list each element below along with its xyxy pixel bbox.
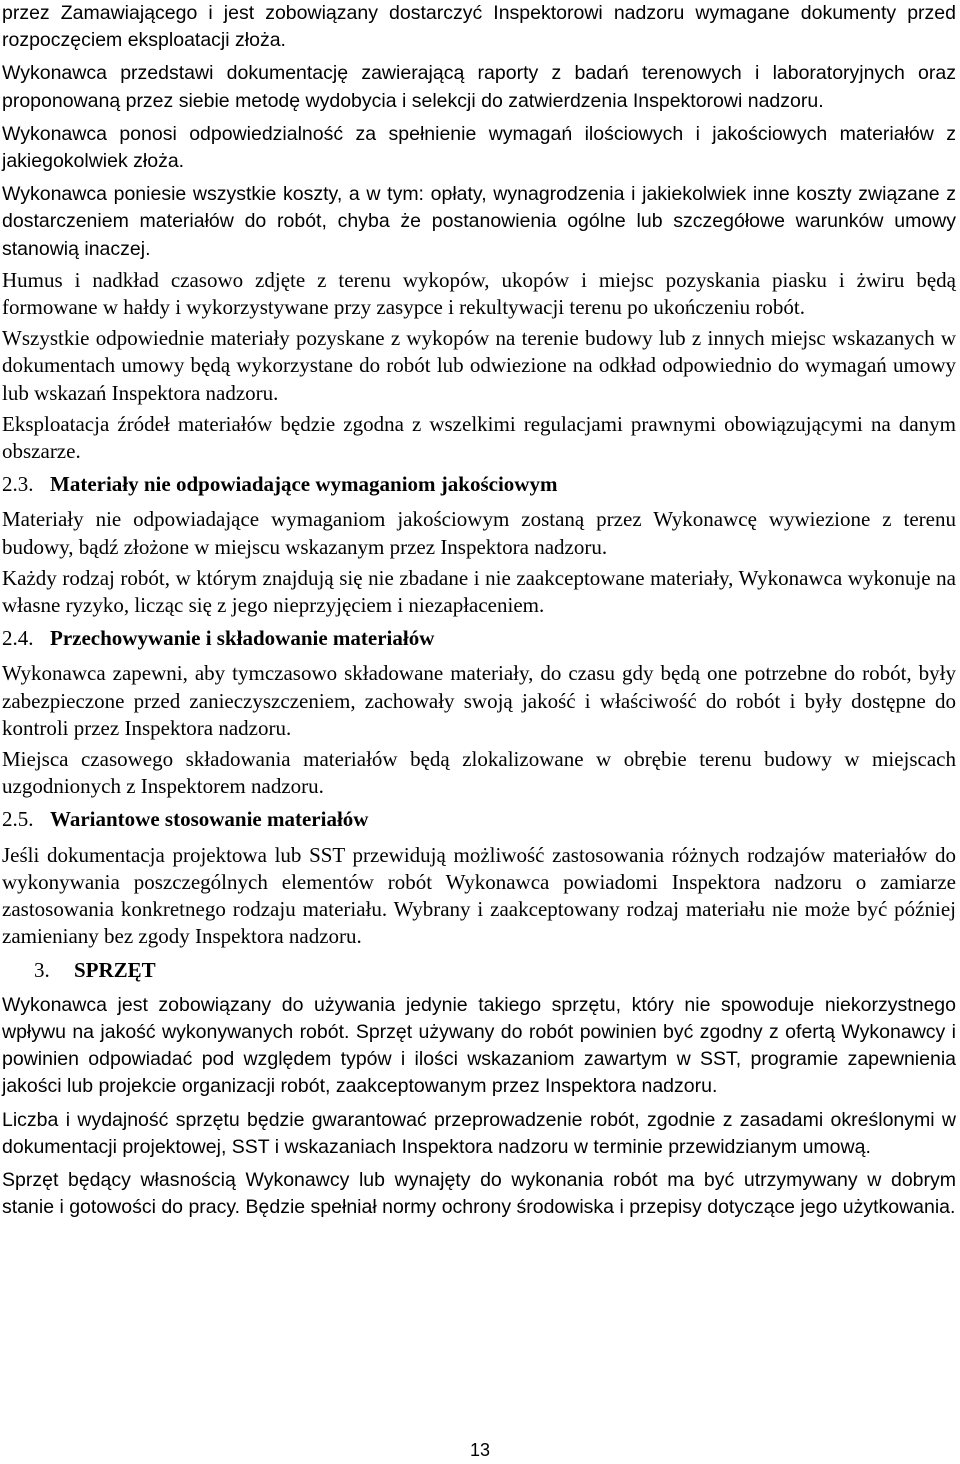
section-title: Przechowywanie i składowanie materiałów	[50, 626, 435, 651]
paragraph: Wykonawca przedstawi dokumentację zawierającą raporty z badań terenowych i laboratoryjnych oraz proponowaną przez siebie metodę wydobycia i selekcji do zatwierdzenia Inspektorowi nadzoru.	[2, 62, 956, 112]
paragraph: Wykonawca jest zobowiązany do używania jedynie takiego sprzętu, który nie spowoduje niekorzystnego wpływu na jakość wykonywanych robót. Sprzęt używany do robót powinien być zgodny z ofertą Wykonawcy i powinien odpowiadać pod względem typów i ilości wskazaniom zawartym w SST, programie zapewnienia jakości lub projekcie organizacji robót, zaakceptowanym przez Inspektora nadzoru.	[2, 993, 956, 1098]
section-heading-2-5	[2, 806, 956, 833]
section-number: 2.5.	[2, 807, 34, 832]
section-heading-3	[34, 957, 956, 984]
paragraph: Wszystkie odpowiednie materiały pozyskane z wykopów na terenie budowy lub z innych miejsc wskazanych w dokumentach umowy będą wykorzystane do robót lub odwiezione na odkład odpowiednio do wymagań umowy lub wskazań Inspektora nadzoru.	[2, 326, 956, 405]
section-number: 2.3.	[2, 472, 34, 497]
paragraph: Wykonawca ponosi odpowiedzialność za spełnienie wymagań ilościowych i jakościowych materiałów z jakiegokolwiek złoża.	[2, 122, 956, 173]
section-title: SPRZĘT	[74, 957, 156, 982]
paragraph: Sprzęt będący własnością Wykonawcy lub wynajęty do wykonania robót ma być utrzymywany w dobrym stanie i gotowości do pracy. Będzie spełniał normy ochrony środowiska i przepisy dotyczące jego użytkowania.	[2, 1168, 956, 1219]
paragraph: Każdy rodzaj robót, w którym znajdują się nie zbadane i nie zaakceptowane materiały, Wykonawca wykonuje na własne ryzyko, licząc się z jego nieprzyjęciem i niezapłaceniem.	[2, 565, 956, 618]
section-title: Materiały nie odpowiadające wymaganiom jakościowym	[50, 472, 558, 497]
paragraph: Wykonawca zapewni, aby tymczasowo składowane materiały, do czasu gdy będą one potrzebne do robót, były zabezpieczone przed zanieczyszczeniem, zachowały swoją jakość i właściwość do robót i były dostępne do kontroli przez Inspektora nadzoru.	[2, 661, 956, 740]
section-heading-2-4	[2, 625, 956, 652]
paragraph: Wykonawca poniesie wszystkie koszty, a w tym: opłaty, wynagrodzenia i jakiekolwiek inne koszty związane z dostarczeniem materiałów do robót, chyba że postanowienia ogólne lub szczegółowe warunków umowy stanowią inaczej.	[2, 183, 956, 260]
section-heading-2-3	[2, 471, 956, 498]
paragraph: Liczba i wydajność sprzętu będzie gwarantować przeprowadzenie robót, zgodnie z zasadami określonymi w dokumentacji projektowej, SST i wskazaniach Inspektora nadzoru w terminie przewidzianym umową.	[2, 1108, 956, 1158]
paragraph: przez Zamawiającego i jest zobowiązany dostarczyć Inspektorowi nadzoru wymagane dokumenty przed rozpoczęciem eksploatacji złoża.	[2, 2, 956, 52]
document-page	[2, 0, 956, 1221]
paragraph: Jeśli dokumentacja projektowa lub SST przewidują możliwość zastosowania różnych rodzajów materiałów do wykonywania poszczególnych elementów robót Wykonawca powiadomi Inspektora nadzoru o zamiarze zastosowania konkretnego rodzaju materiału. Wybrany i zaakceptowany rodzaj materiału nie może być później zamieniany bez zgody Inspektora nadzoru.	[2, 842, 956, 949]
section-number: 3.	[34, 957, 50, 982]
paragraph: Eksploatacja źródeł materiałów będzie zgodna z wszelkimi regulacjami prawnymi obowiązującymi na danym obszarze.	[2, 411, 956, 464]
page-number: 13	[469, 1440, 491, 1460]
paragraph: Humus i nadkład czasowo zdjęte z terenu wykopów, ukopów i miejsc pozyskania piasku i żwiru będą formowane w hałdy i wykorzystywane przy zasypce i rekultywacji terenu po ukończeniu robót.	[2, 267, 956, 320]
section-title: Wariantowe stosowanie materiałów	[50, 807, 369, 832]
paragraph: Materiały nie odpowiadające wymaganiom jakościowym zostaną przez Wykonawcę wywiezione z terenu budowy, bądź złożone w miejscu wskazanym przez Inspektora nadzoru.	[2, 507, 956, 559]
paragraph: Miejsca czasowego składowania materiałów będą zlokalizowane w obrębie terenu budowy w miejscach uzgodnionych z Inspektorem nadzoru.	[2, 747, 956, 799]
section-number: 2.4.	[2, 626, 34, 651]
